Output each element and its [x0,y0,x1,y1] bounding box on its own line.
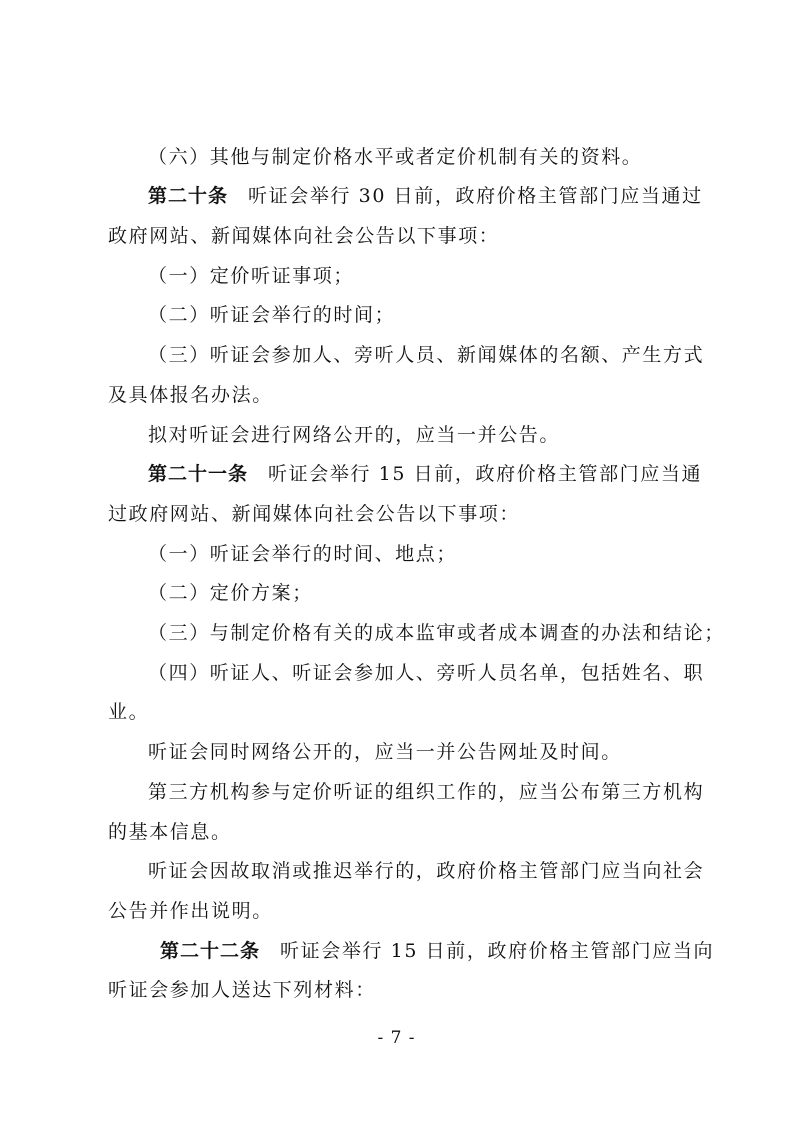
article-21-heading: 第二十一条 [148,463,249,485]
article-22-line [160,939,714,963]
article-21-paragraph-3-continuation: 公告并作出说明。 [108,900,273,922]
article-20-item-3: （三）听证会参加人、旁听人员、新闻媒体的名额、产生方式 [148,344,705,366]
article-21-item-4: （四）听证人、听证会参加人、旁听人员名单，包括姓名、职 [148,662,705,684]
article-21-item-4-continuation: 业。 [108,701,150,723]
article-22-text: 听证会举行 15 日前，政府价格主管部门应当向 [280,940,715,962]
article-21-paragraph-2-continuation: 的基本信息。 [108,821,232,843]
article-21-continuation: 过政府网站、新闻媒体向社会公告以下事项： [108,503,521,525]
article-20-item-1: （一）定价听证事项； [148,265,355,287]
article-21-paragraph-2: 第三方机构参与定价听证的组织工作的，应当公布第三方机构 [148,781,705,803]
article-22-heading: 第二十二条 [160,940,261,962]
article-20-line [148,184,703,208]
article-20-item-2: （二）听证会举行的时间； [148,304,396,326]
article-20-text: 听证会举行 30 日前，政府价格主管部门应当通过 [248,185,703,207]
article-21-item-1: （一）听证会举行的时间、地点； [148,543,458,565]
page-number: - 7 - [377,1028,416,1048]
article-21-text: 听证会举行 15 日前，政府价格主管部门应当通 [268,463,703,485]
article-21-paragraph-3: 听证会因故取消或推迟举行的，政府价格主管部门应当向社会 [148,860,705,882]
article-22-continuation: 听证会参加人送达下列材料： [108,979,376,1001]
article-20-paragraph: 拟对听证会进行网络公开的，应当一并公告。 [148,424,561,446]
article-20-continuation: 政府网站、新闻媒体向社会公告以下事项： [108,225,500,247]
article-21-item-2: （二）定价方案； [148,582,313,604]
article-21-item-3: （三）与制定价格有关的成本监审或者成本调查的办法和结论； [148,622,725,644]
article-20-item-3-continuation: 及具体报名办法。 [108,384,273,406]
article-21-paragraph-1: 听证会同时网络公开的，应当一并公告网址及时间。 [148,741,622,763]
article-21-line [148,462,702,486]
item-six: （六）其他与制定价格水平或者定价机制有关的资料。 [148,146,643,168]
article-20-heading: 第二十条 [148,185,229,207]
